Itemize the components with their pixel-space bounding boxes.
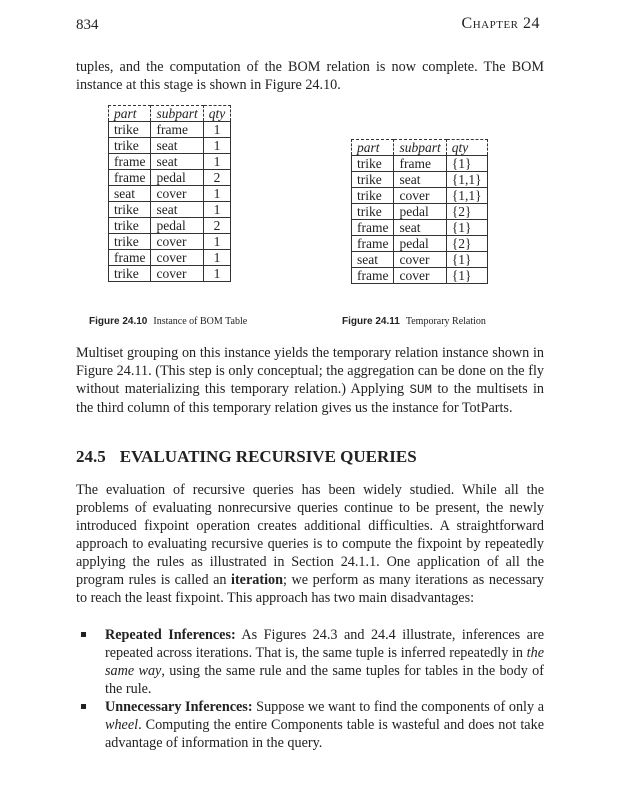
table-cell: trike [352,172,394,188]
table-cell: {1,1} [446,188,487,204]
bom-table [108,105,231,282]
intro-paragraph: tuples, and the computation of the BOM relation is now complete. The BOM instance at this stage is shown in Figure 24.10. [76,59,544,93]
table-cell: pedal [151,218,203,234]
text-run: Suppose we want to find the components of only a [252,699,544,715]
table-cell: seat [394,220,446,236]
table-cell: 2 [203,170,231,186]
bullet-icon [81,704,86,709]
table-cell: 1 [203,234,231,250]
defined-term: iteration [231,572,284,588]
table-cell: pedal [394,236,446,252]
table-row [352,156,488,172]
text-run: As Figures 24.3 and 24.4 illustrate, inferences are repeated across iterations. That is, the same tuple is inferred repeatedly in [105,627,544,661]
figure-label: Figure 24.10 [89,316,148,327]
table-cell: frame [109,250,151,266]
table-row [109,138,231,154]
table-cell: frame [352,268,394,284]
table-cell: trike [109,202,151,218]
code-keyword: SUM [409,383,432,397]
table-cell: trike [109,218,151,234]
table-cell: 1 [203,250,231,266]
text-run: The evaluation of recursive queries has been widely studied. While all the problems of evaluating nonrecursive queries continue to be present, the newly introduced fixpoint operation creates additional difficulties. A straightforward approach to evaluating recursive queries is to compute the fixpoint by repeatedly applying the rules as illustrated in Section 24.1.1. One application of all the program rules is called an [76,482,544,588]
table-cell: seat [151,154,203,170]
table-cell: seat [151,202,203,218]
table-cell: {1} [446,268,487,284]
chapter-header: Chapter 24 [461,15,540,32]
column-header: qty [446,140,487,156]
table-cell: cover [394,268,446,284]
table-row [109,202,231,218]
table-cell: {2} [446,204,487,220]
text-run: to the multisets in the third column of this temporary relation gives us the instance for TotParts. [76,381,544,416]
table-row [109,234,231,250]
table-row [109,170,231,186]
table-cell: trike [109,234,151,250]
bom-table-body [109,122,231,282]
table-cell: trike [352,188,394,204]
column-header: subpart [151,106,203,122]
table-cell: trike [352,156,394,172]
table-cell: trike [352,204,394,220]
table-cell: cover [394,188,446,204]
table-cell: frame [352,220,394,236]
figure-caption [342,316,486,327]
table-row [109,154,231,170]
table-cell: 1 [203,186,231,202]
list-item-lead: Unnecessary Inferences: [105,699,253,715]
table-cell: pedal [394,204,446,220]
table-cell: cover [151,234,203,250]
table-cell: trike [109,122,151,138]
table-cell: seat [109,186,151,202]
emphasis: wheel [105,717,139,733]
table-row [352,220,488,236]
page-number: 834 [76,17,99,33]
table-cell: cover [151,186,203,202]
table-cell: seat [352,252,394,268]
table-cell: cover [151,266,203,282]
temp-table-header-row [352,140,488,156]
table-cell: 1 [203,154,231,170]
section-heading [76,447,417,467]
table-row [352,172,488,188]
table-cell: 1 [203,202,231,218]
table-cell: frame [109,154,151,170]
table-cell: cover [151,250,203,266]
table-cell: cover [394,252,446,268]
table-cell: 1 [203,122,231,138]
table-row [352,188,488,204]
table-row [109,218,231,234]
table-cell: 1 [203,266,231,282]
table-cell: trike [109,138,151,154]
emphasis: the same way [105,645,544,679]
temp-table-body [352,156,488,284]
table-row [352,252,488,268]
table-cell: {1} [446,156,487,172]
table-row [109,266,231,282]
table-cell: pedal [151,170,203,186]
figure-caption-text: Temporary Relation [405,316,486,327]
table-cell: frame [352,236,394,252]
figure-caption-text: Instance of BOM Table [153,316,248,327]
figure-label: Figure 24.11 [342,316,400,327]
table-row [109,122,231,138]
table-cell: frame [394,156,446,172]
column-header: qty [203,106,231,122]
section-number: 24.5 [76,447,106,466]
column-header: part [352,140,394,156]
table-row [352,204,488,220]
bullet-icon [81,632,86,637]
table-cell: {1,1} [446,172,487,188]
table-cell: {2} [446,236,487,252]
table-row [109,250,231,266]
text-run: , using the same rule and the same tuples for tables in the body of the rule. [105,663,544,697]
bom-table-header-row [109,106,231,122]
text-run: Multiset grouping on this instance yields the temporary relation instance shown in Figure 24.11. (This step is only conceptual; the aggregation can be done on the fly without materializing this temporary relation.) Applying [76,345,544,397]
list-item-lead: Repeated Inferences: [105,627,236,643]
table-cell: seat [394,172,446,188]
text-run: . Computing the entire Components table is wasteful and does not take advantage of information in the query. [105,717,544,751]
body-paragraph [76,481,544,607]
table-cell: frame [151,122,203,138]
table-cell: 1 [203,138,231,154]
column-header: part [109,106,151,122]
table-row [352,268,488,284]
temporary-relation-table [351,139,488,284]
text-run: ; we perform as many iterations as necessary to reach the least fixpoint. This approach has two main disadvantages: [76,572,544,606]
table-row [109,186,231,202]
list-item-text [105,698,544,752]
table-cell: trike [109,266,151,282]
figure-caption [89,316,247,327]
table-row [352,236,488,252]
list-item-text [105,626,544,698]
table-cell: 2 [203,218,231,234]
table-cell: frame [109,170,151,186]
table-cell: {1} [446,252,487,268]
table-cell: {1} [446,220,487,236]
column-header: subpart [394,140,446,156]
body-paragraph [76,344,544,417]
section-title: EVALUATING RECURSIVE QUERIES [119,447,417,466]
table-cell: seat [151,138,203,154]
